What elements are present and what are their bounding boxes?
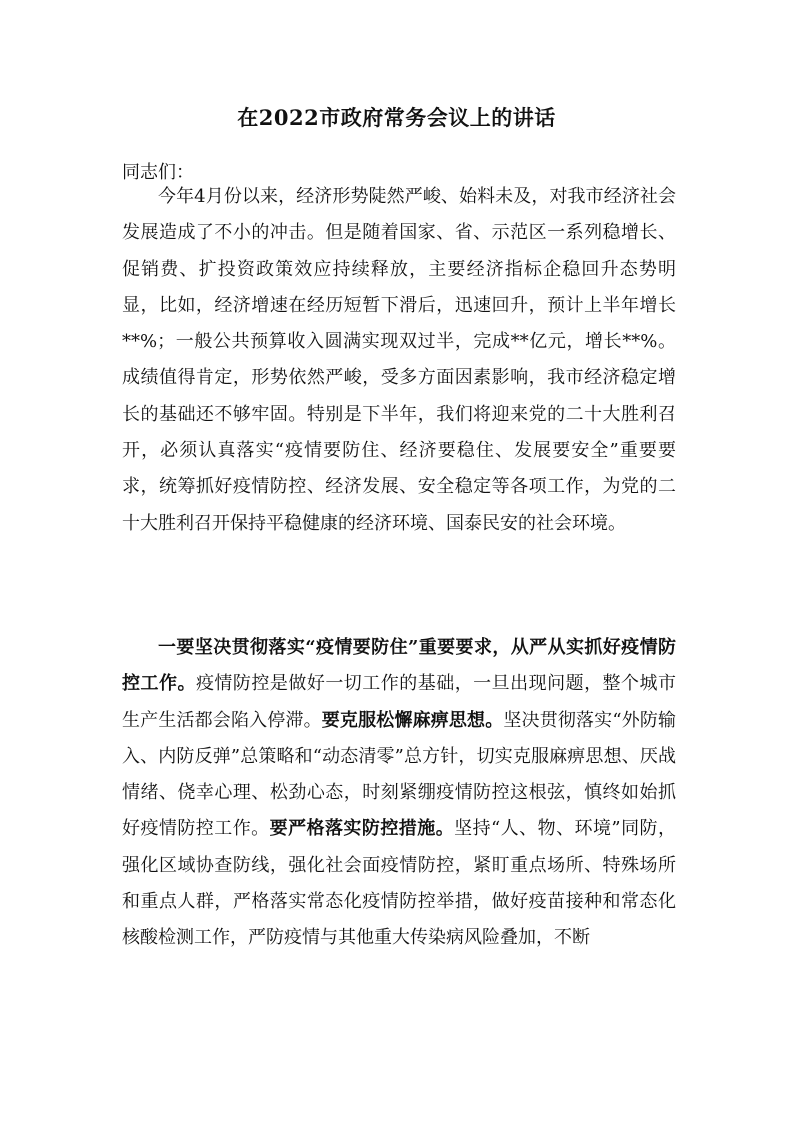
body-text: 坚持“人、物、环境”同防，强化区域协查防线，强化社会面疫情防控，紧盯重点场所、特殊场所和重点人群，严格落实常态化疫情防控举措，做好疫苗接种和常态化核酸检测工作，严防疫情与其他重大传染病风险叠加，不断 (122, 818, 676, 949)
paragraph-intro: 今年4月份以来，经济形势陡然严峻、始料未及，对我市经济社会发展造成了不小的冲击。但是随着国家、省、示范区一系列稳增长、促销费、扩投资政策效应持续释放，主要经济指标企稳回升态势明显，比如，经济增速在经历短暂下滑后，迅速回升，预计上半年增长**%；一般公共预算收入圆满实现双过半，完成**亿元，增长**%。成绩值得肯定，形势依然严峻，受多方面因素影响，我市经济稳定增长的基础还不够牢固。特别是下半年，我们将迎来党的二十大胜利召开，必须认真落实“疫情要防住、经济要稳住、发展要安全”重要要求，统筹抓好疫情防控、经济发展、安全稳定等各项工作，为党的二十大胜利召开保持平稳健康的经济环境、国泰民安的社会环境。 (122, 186, 676, 534)
body-text: 坚决贯彻落实“外防输入、内防反弹”总策略和“动态清零”总方针，切实克服麻痹思想、厌战情绪、侥幸心理、松劲心态，时刻紧绷疫情防控这根弦，慎终如始抓好疫情防控工作。 (122, 709, 677, 840)
paragraph-epidemic-control (122, 630, 676, 957)
subheading: 要克服松懈麻痹思想。 (321, 709, 504, 731)
document-title: 在2022市政府常务会议上的讲话 (237, 105, 556, 130)
subheading: 要严格落实防控措施。 (269, 818, 455, 840)
greeting: 同志们： (122, 162, 194, 183)
body-text: 疫情防控是做好一切工作的基础，一旦出现问题，整个城市生产生活都会陷入停滞。 (122, 673, 677, 731)
section-heading: 一要坚决贯彻落实“疫情要防住”重要要求，从严从实抓好疫情防控工作。 (122, 637, 676, 695)
